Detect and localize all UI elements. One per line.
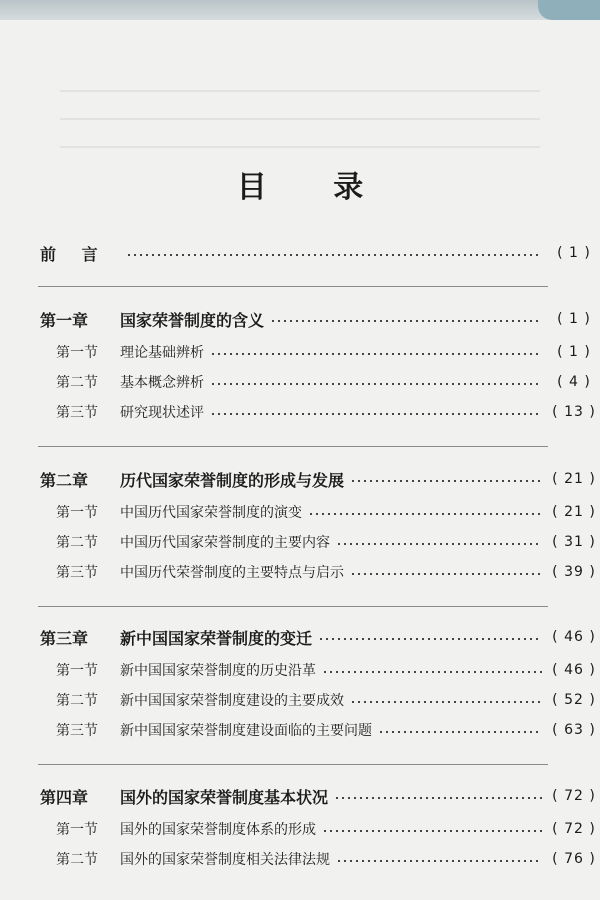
dot-leader bbox=[378, 731, 542, 733]
dot-leader bbox=[270, 320, 542, 322]
section-title: 研究现状述评 bbox=[120, 405, 204, 421]
chapter-number: 第一章 bbox=[40, 310, 89, 330]
section-number: 第二节 bbox=[56, 375, 98, 391]
section-number: 第三节 bbox=[56, 405, 98, 421]
dot-leader bbox=[210, 353, 542, 355]
divider bbox=[38, 606, 548, 607]
toc-section-2-2[interactable] bbox=[0, 530, 600, 554]
toc-preface[interactable] bbox=[0, 241, 600, 265]
chapter-title: 国家荣誉制度的含义 bbox=[120, 310, 265, 330]
section-number: 第三节 bbox=[56, 565, 98, 581]
section-number: 第二节 bbox=[56, 852, 98, 868]
page-number: ( 39 ) bbox=[552, 564, 596, 580]
chapter-title: 历代国家荣誉制度的形成与发展 bbox=[120, 470, 345, 490]
toc-section-3-2[interactable] bbox=[0, 688, 600, 712]
toc-section-4-2[interactable] bbox=[0, 847, 600, 871]
dot-leader bbox=[308, 513, 542, 515]
toc-chapter-4[interactable] bbox=[0, 784, 600, 808]
dot-leader bbox=[322, 830, 542, 832]
chapter-number: 第四章 bbox=[40, 787, 89, 807]
section-title: 国外的国家荣誉制度相关法律法规 bbox=[120, 852, 330, 868]
page-number: ( 4 ) bbox=[557, 374, 591, 390]
toc-section-1-1[interactable] bbox=[0, 340, 600, 364]
toc-section-3-1[interactable] bbox=[0, 658, 600, 682]
page-number: ( 63 ) bbox=[552, 722, 596, 738]
toc-section-1-2[interactable] bbox=[0, 370, 600, 394]
show-through-lines bbox=[60, 70, 540, 160]
section-number: 第一节 bbox=[56, 822, 98, 838]
chapter-number: 第二章 bbox=[40, 470, 89, 490]
toc-section-2-3[interactable] bbox=[0, 560, 600, 584]
dot-leader bbox=[334, 797, 542, 799]
section-title: 理论基础辨析 bbox=[120, 345, 204, 361]
page-number: ( 46 ) bbox=[552, 629, 596, 645]
dot-leader bbox=[336, 543, 542, 545]
dot-leader bbox=[210, 383, 542, 385]
toc-section-2-1[interactable] bbox=[0, 500, 600, 524]
divider bbox=[38, 446, 548, 447]
preface-label: 前 言 bbox=[40, 244, 108, 264]
dot-leader bbox=[350, 573, 542, 575]
page-number: ( 13 ) bbox=[552, 404, 596, 420]
section-number: 第一节 bbox=[56, 663, 98, 679]
section-title: 新中国国家荣誉制度建设面临的主要问题 bbox=[120, 723, 372, 739]
section-title: 国外的国家荣誉制度体系的形成 bbox=[120, 822, 316, 838]
toc-section-3-3[interactable] bbox=[0, 718, 600, 742]
page-number: ( 1 ) bbox=[557, 311, 591, 327]
page-number: ( 1 ) bbox=[557, 245, 591, 261]
dot-leader bbox=[126, 254, 542, 256]
chapter-title: 新中国国家荣誉制度的变迁 bbox=[120, 628, 313, 648]
section-title: 新中国国家荣誉制度的历史沿革 bbox=[120, 663, 316, 679]
page-number: ( 21 ) bbox=[552, 504, 596, 520]
chapter-title: 国外的国家荣誉制度基本状况 bbox=[120, 787, 329, 807]
dot-leader bbox=[318, 638, 542, 640]
dot-leader bbox=[210, 413, 542, 415]
toc-chapter-1[interactable] bbox=[0, 307, 600, 331]
dot-leader bbox=[322, 671, 542, 673]
section-title: 中国历代国家荣誉制度的演变 bbox=[120, 505, 302, 521]
divider bbox=[38, 764, 548, 765]
toc-chapter-3[interactable] bbox=[0, 625, 600, 649]
page-number: ( 52 ) bbox=[552, 692, 596, 708]
toc-chapter-2[interactable] bbox=[0, 467, 600, 491]
section-number: 第三节 bbox=[56, 723, 98, 739]
section-number: 第二节 bbox=[56, 693, 98, 709]
dot-leader bbox=[350, 701, 542, 703]
page-number: ( 1 ) bbox=[557, 344, 591, 360]
dot-leader bbox=[350, 480, 542, 482]
toc-section-4-1[interactable] bbox=[0, 817, 600, 841]
divider bbox=[38, 286, 548, 287]
page-number: ( 72 ) bbox=[552, 788, 596, 804]
corner-tab bbox=[538, 0, 600, 20]
chapter-number: 第三章 bbox=[40, 628, 89, 648]
section-title: 中国历代国家荣誉制度的主要内容 bbox=[120, 535, 330, 551]
section-title: 基本概念辨析 bbox=[120, 375, 204, 391]
section-title: 新中国国家荣誉制度建设的主要成效 bbox=[120, 693, 344, 709]
top-edge-band bbox=[0, 0, 600, 20]
toc-section-1-3[interactable] bbox=[0, 400, 600, 424]
page-number: ( 21 ) bbox=[552, 471, 596, 487]
page-title: 目 录 bbox=[236, 170, 392, 206]
dot-leader bbox=[336, 860, 542, 862]
section-number: 第一节 bbox=[56, 345, 98, 361]
page-number: ( 72 ) bbox=[552, 821, 596, 837]
section-title: 中国历代荣誉制度的主要特点与启示 bbox=[120, 565, 344, 581]
page-number: ( 76 ) bbox=[552, 851, 596, 867]
section-number: 第二节 bbox=[56, 535, 98, 551]
page-number: ( 31 ) bbox=[552, 534, 596, 550]
section-number: 第一节 bbox=[56, 505, 98, 521]
page-number: ( 46 ) bbox=[552, 662, 596, 678]
